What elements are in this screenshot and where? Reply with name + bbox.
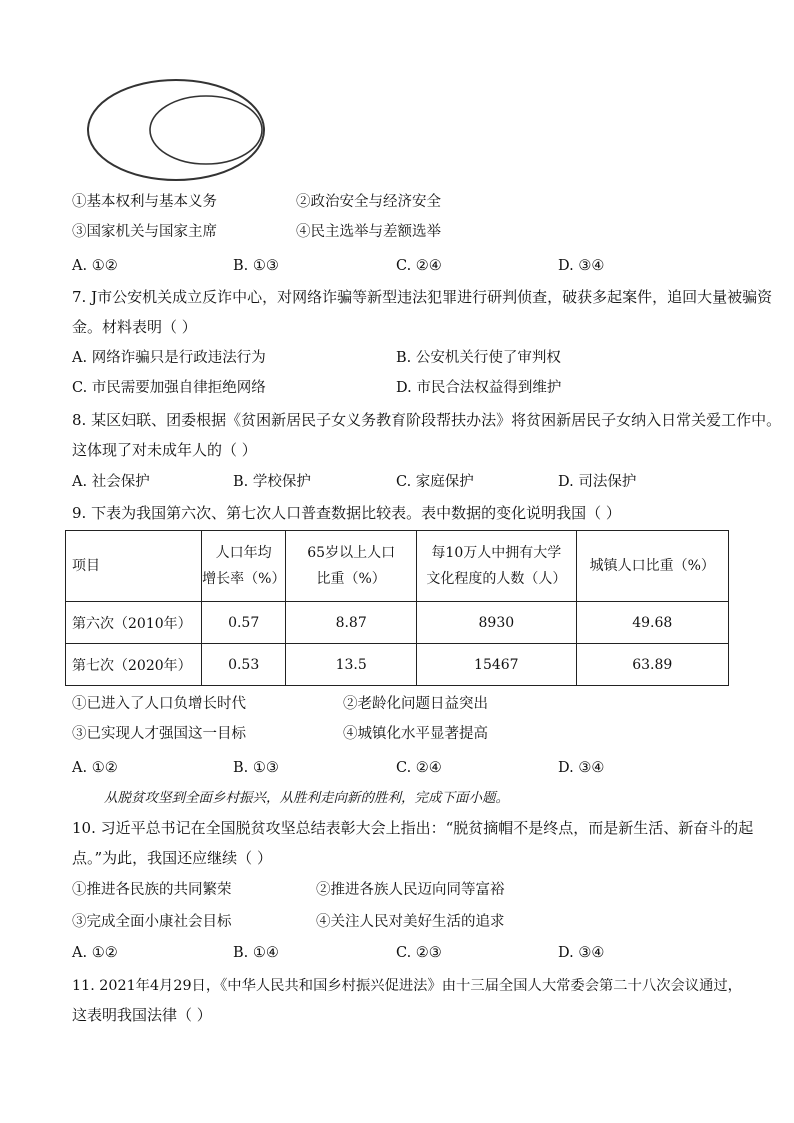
q9-stem: 9. 下表为我国第六次、第七次人口普查数据比较表。表中数据的变化说明我国（ ）	[72, 504, 621, 522]
q9-statement-3: ③已实现人才强国这一目标	[72, 726, 246, 742]
table-cell: 49.68	[576, 602, 728, 644]
q6-option-a[interactable]: A. ①②	[72, 258, 118, 274]
nested-ellipses-figure	[82, 74, 272, 186]
q7-stem-line-1: 7. J市公安机关成立反诈中心，对网络诈骗等新型违法犯罪进行研判侦查，破获多起案件，追回大量被骗资	[72, 288, 773, 306]
q9-statement-4: ④城镇化水平显著提高	[343, 726, 488, 742]
group-intro-text: 从脱贫攻坚到全面乡村振兴，从胜利走向新的胜利，完成下面小题。	[104, 790, 509, 806]
table-row	[66, 602, 729, 644]
table-cell: 0.57	[202, 602, 286, 644]
table-header-cell: 人口年均 增长率（%）	[202, 531, 286, 602]
q6-option-d[interactable]: D. ③④	[558, 258, 605, 274]
q8-option-a[interactable]: A. 社会保护	[72, 474, 150, 490]
table-cell: 8930	[417, 602, 576, 644]
q10-statement-2: ②推进各族人民迈向同等富裕	[316, 882, 505, 898]
q9-option-d[interactable]: D. ③④	[558, 760, 605, 776]
q7-option-a[interactable]: A. 网络诈骗只是行政违法行为	[72, 350, 266, 366]
q8-option-c[interactable]: C. 家庭保护	[396, 474, 474, 490]
q10-statement-4: ④关注人民对美好生活的追求	[316, 914, 505, 930]
table-header-cell: 65岁以上人口 比重（%）	[286, 531, 417, 602]
q10-statement-1: ①推进各民族的共同繁荣	[72, 882, 232, 898]
outer-ellipse	[88, 80, 264, 180]
q10-option-d[interactable]: D. ③④	[558, 945, 605, 961]
table-header-cell: 城镇人口比重（%）	[576, 531, 728, 602]
q6-statement-4: ④民主选举与差额选举	[296, 224, 441, 240]
q6-option-c[interactable]: C. ②④	[396, 258, 442, 274]
table-cell: 第六次（2010年）	[66, 602, 202, 644]
table-cell: 第七次（2020年）	[66, 644, 202, 686]
table-cell: 13.5	[286, 644, 417, 686]
table-header-row	[66, 531, 729, 602]
q6-statement-3: ③国家机关与国家主席	[72, 224, 217, 240]
q9-statement-2: ②老龄化问题日益突出	[343, 696, 488, 712]
table-cell: 8.87	[286, 602, 417, 644]
q8-stem-line-1: 8. 某区妇联、团委根据《贫困新居民子女义务教育阶段帮扶办法》将贫困新居民子女纳入日常关爱工作中。	[72, 411, 782, 429]
q10-option-c[interactable]: C. ②③	[396, 945, 442, 961]
q7-option-c[interactable]: C. 市民需要加强自律拒绝网络	[72, 380, 266, 396]
q7-option-d[interactable]: D. 市民合法权益得到维护	[396, 380, 562, 396]
table-header-cell: 每10万人中拥有大学 文化程度的人数（人）	[417, 531, 576, 602]
q10-option-a[interactable]: A. ①②	[72, 945, 118, 961]
q9-option-c[interactable]: C. ②④	[396, 760, 442, 776]
inner-ellipse	[150, 96, 262, 164]
q10-stem-line-1: 10. 习近平总书记在全国脱贫攻坚总结表彰大会上指出：“脱贫摘帽不是终点，而是新生活、新奋斗的起	[72, 819, 754, 837]
table-cell: 0.53	[202, 644, 286, 686]
q8-option-b[interactable]: B. 学校保护	[233, 474, 311, 490]
q9-statement-1: ①已进入了人口负增长时代	[72, 696, 246, 712]
table-row	[66, 644, 729, 686]
q11-stem-line-2: 这表明我国法律（ ）	[72, 1006, 212, 1024]
table-cell: 63.89	[576, 644, 728, 686]
q10-option-b[interactable]: B. ①④	[233, 945, 279, 961]
table-cell: 15467	[417, 644, 576, 686]
q8-stem-line-2: 这体现了对未成年人的（ ）	[72, 441, 257, 459]
q6-option-b[interactable]: B. ①③	[233, 258, 279, 274]
q10-statement-3: ③完成全面小康社会目标	[72, 914, 232, 930]
q8-option-d[interactable]: D. 司法保护	[558, 474, 637, 490]
q6-statement-1: ①基本权利与基本义务	[72, 194, 217, 210]
census-comparison-table	[65, 530, 729, 686]
q9-option-a[interactable]: A. ①②	[72, 760, 118, 776]
q11-stem-line-1: 11. 2021年4月29日，《中华人民共和国乡村振兴促进法》由十三届全国人大常委会第二十八次会议通过，	[72, 978, 742, 994]
table-header-cell: 项目	[66, 531, 202, 602]
q6-statement-2: ②政治安全与经济安全	[296, 194, 441, 210]
q9-option-b[interactable]: B. ①③	[233, 760, 279, 776]
q10-stem-line-2: 点。”为此，我国还应继续（ ）	[72, 849, 272, 867]
q7-option-b[interactable]: B. 公安机关行使了审判权	[396, 350, 561, 366]
q7-stem-line-2: 金。材料表明（ ）	[72, 318, 197, 336]
